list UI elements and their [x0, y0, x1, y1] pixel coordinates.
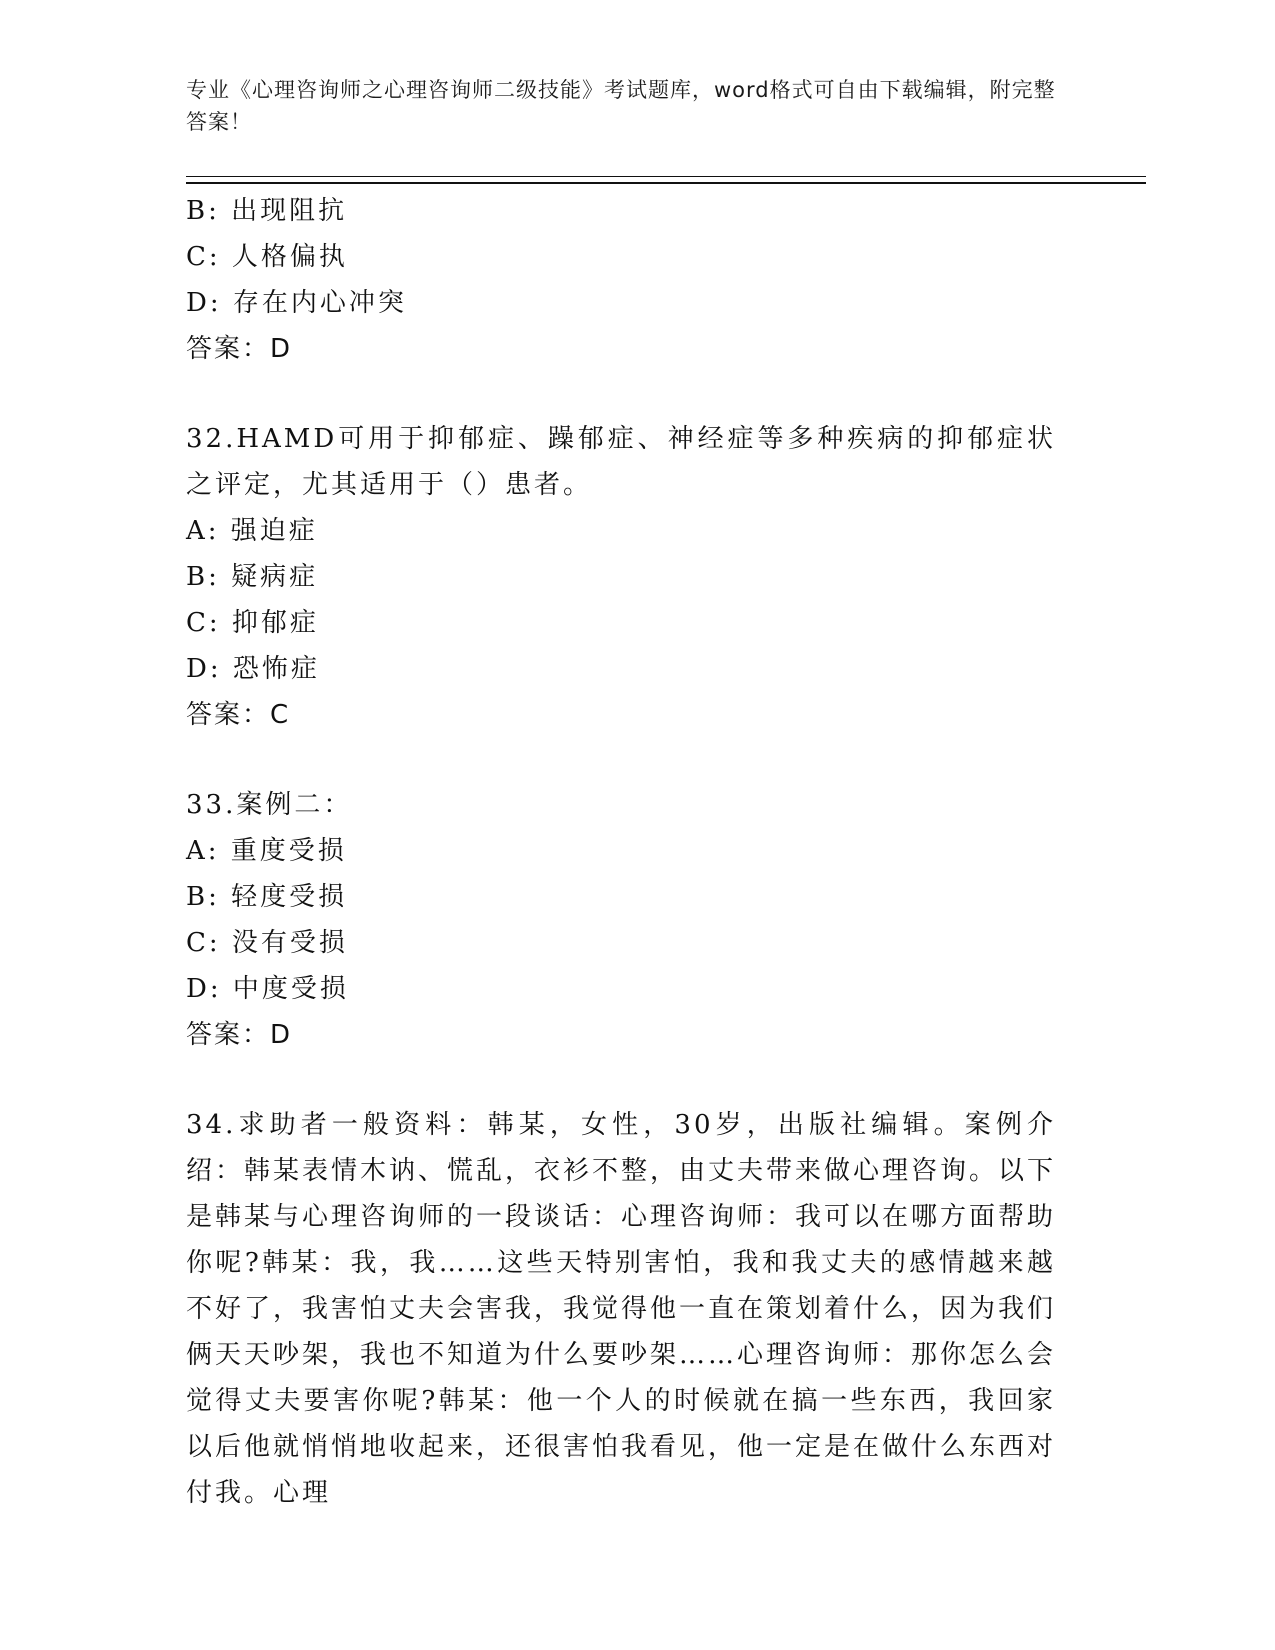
- option-b: B: 疑病症: [186, 562, 319, 592]
- option-a: A: 强迫症: [186, 516, 318, 546]
- answer-line: 答案：C: [186, 700, 291, 730]
- option-d: D: 恐怖症: [186, 654, 320, 684]
- question-32: [186, 416, 1066, 738]
- question-31: [186, 188, 1066, 372]
- answer-line: 答案：D: [186, 1020, 293, 1050]
- question-33: [186, 782, 1066, 1058]
- header-divider: [186, 176, 1146, 184]
- option-c: C: 没有受损: [186, 928, 348, 958]
- option-c: C: 人格偏执: [186, 242, 348, 272]
- question-34: [186, 1102, 1066, 1516]
- option-d: D: 中度受损: [186, 974, 349, 1004]
- question-stem: 33.案例二：: [186, 790, 353, 820]
- option-c: C: 抑郁症: [186, 608, 319, 638]
- question-stem: 32.HAMD可用于抑郁症、躁郁症、神经症等多种疾病的抑郁症状之评定，尤其适用于（）患者。: [186, 424, 1056, 500]
- option-b: B: 轻度受损: [186, 882, 348, 912]
- option-d: D: 存在内心冲突: [186, 288, 407, 318]
- option-a: A: 重度受损: [186, 836, 347, 866]
- document-body: [186, 188, 1066, 1516]
- option-b: B: 出现阻抗: [186, 196, 348, 226]
- document-header: 专业《心理咨询师之心理咨询师二级技能》考试题库，word格式可自由下载编辑，附完整答案！: [186, 78, 1056, 134]
- question-stem: 34.求助者一般资料：韩某，女性，30岁，出版社编辑。案例介绍：韩某表情木讷、慌乱，衣衫不整，由丈夫带来做心理咨询。以下是韩某与心理咨询师的一段谈话：心理咨询师：我可以在哪方面帮助你呢?韩某：我，我……这些天特别害怕，我和我丈夫的感情越来越不好了，我害怕丈夫会害我，我觉得他一直在策划着什么，因为我们俩天天吵架，我也不知道为什么要吵架……心理咨询师：那你怎么会觉得丈夫要害你呢?韩某：他一个人的时候就在搞一些东西，我回家以后他就悄悄地收起来，还很害怕我看见，他一定是在做什么东西对付我。心理: [186, 1110, 1057, 1508]
- answer-line: 答案：D: [186, 334, 293, 364]
